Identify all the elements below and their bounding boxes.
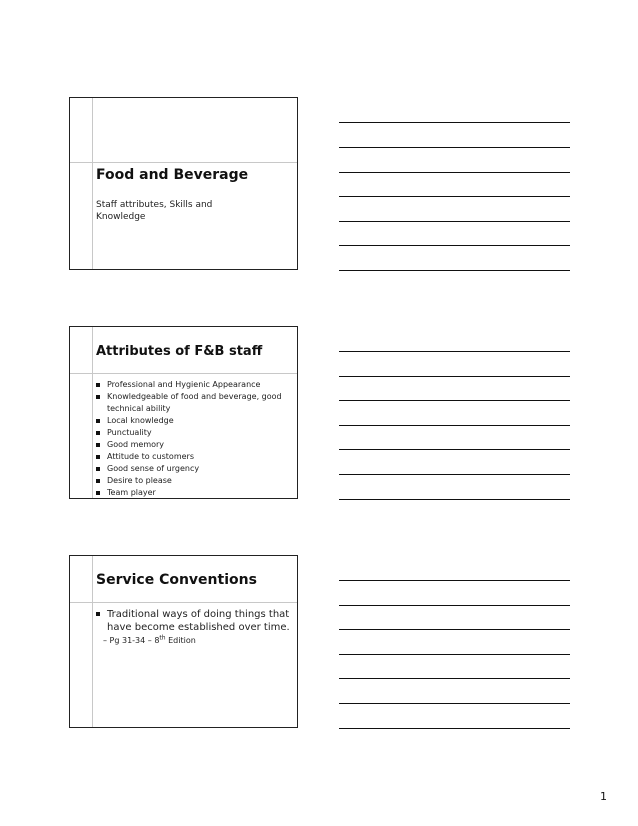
slide-divider-horizontal (70, 602, 297, 603)
notes-line (339, 580, 570, 581)
slide-title: Service Conventions (96, 572, 257, 588)
notes-line (339, 376, 570, 377)
notes-line (339, 629, 570, 630)
bullet-item: Good memory (96, 439, 296, 451)
notes-line (339, 245, 570, 246)
notes-line (339, 678, 570, 679)
sub-bullet-item: – Pg 31-34 – 8th Edition (103, 634, 196, 645)
slide-divider-vertical (92, 98, 93, 269)
bullet-item: Professional and Hygienic Appearance (96, 379, 296, 391)
notes-line (339, 351, 570, 352)
page-number: 1 (600, 790, 607, 803)
notes-line (339, 270, 570, 271)
notes-line (339, 499, 570, 500)
notes-line (339, 703, 570, 704)
bullet-list (96, 379, 296, 499)
bullet-item: Desire to please (96, 475, 296, 487)
bullet-item: Good sense of urgency (96, 463, 296, 475)
notes-line (339, 654, 570, 655)
notes-line (339, 147, 570, 148)
slide-divider-vertical (92, 556, 93, 727)
slide-3 (69, 555, 298, 728)
notes-line (339, 172, 570, 173)
bullet-item: Attitude to customers (96, 451, 296, 463)
notes-line (339, 122, 570, 123)
slide-2 (69, 326, 298, 499)
notes-line (339, 425, 570, 426)
slide-divider-vertical (92, 327, 93, 498)
bullet-item: Knowledgeable of food and beverage, good technical ability (96, 391, 296, 415)
slide-title: Attributes of F&B staff (96, 344, 263, 359)
notes-line (339, 449, 570, 450)
slide-divider-horizontal (70, 162, 297, 163)
bullet-item: Punctuality (96, 427, 296, 439)
notes-line (339, 728, 570, 729)
notes-line (339, 221, 570, 222)
slide-title: Food and Beverage (96, 167, 249, 183)
notes-line (339, 474, 570, 475)
notes-line (339, 400, 570, 401)
slide-divider-horizontal (70, 373, 297, 374)
notes-line (339, 605, 570, 606)
slide-subtitle: Staff attributes, Skills and Knowledge (96, 200, 213, 222)
bullet-item: Local knowledge (96, 415, 296, 427)
bullet-item: Traditional ways of doing things that have become established over time. (96, 608, 303, 634)
notes-line (339, 196, 570, 197)
slide-1 (69, 97, 298, 270)
bullet-item: Team player (96, 487, 296, 499)
